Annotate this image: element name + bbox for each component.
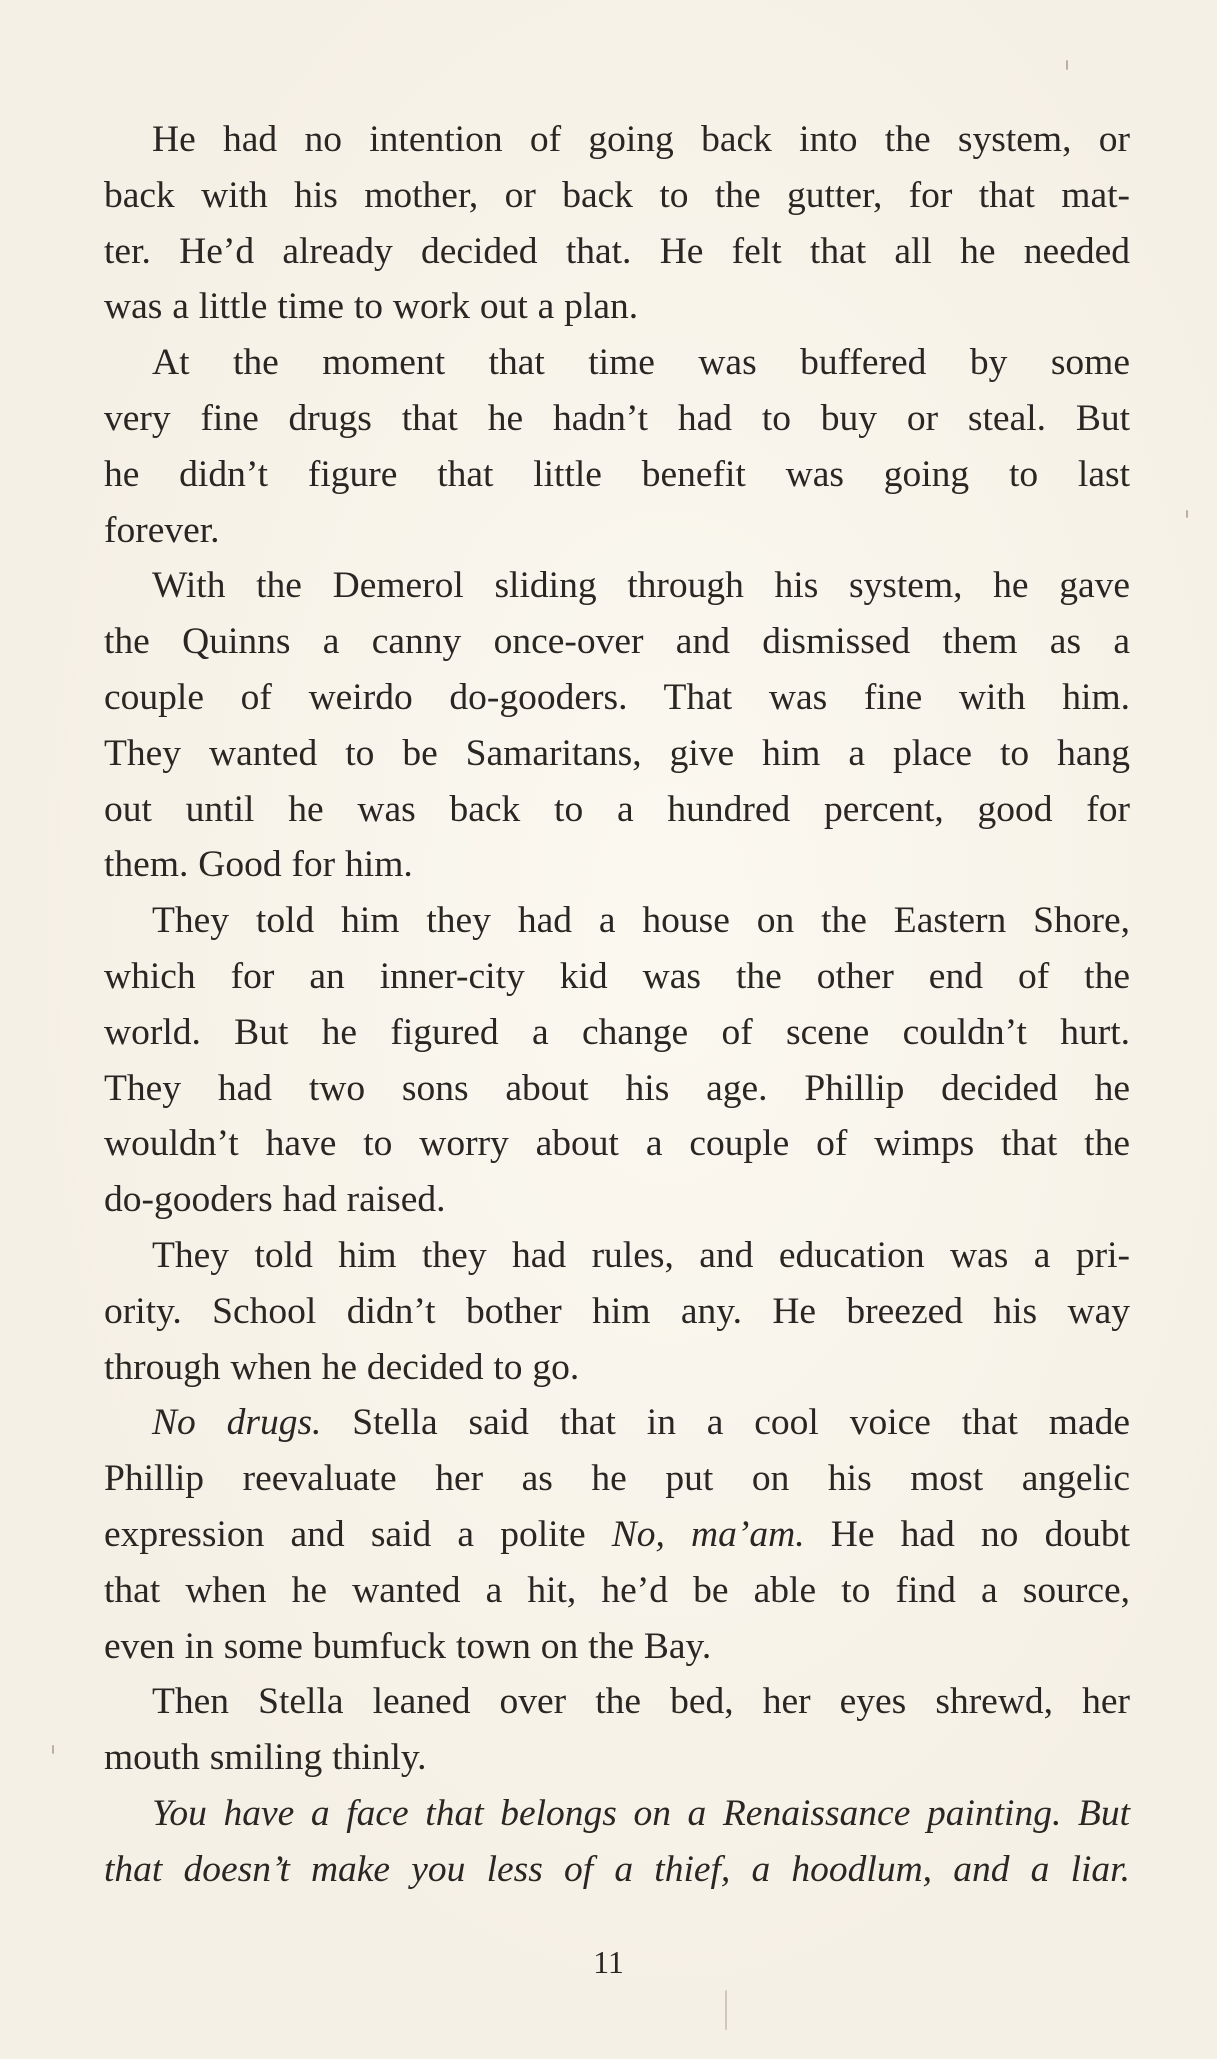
paragraph-4 [104, 893, 1130, 949]
text-line: expression and said a polite No, ma’am. He had no doubt [104, 1513, 1131, 1555]
text-line: wouldn’t have to worry about a couple of wimps that the [104, 1123, 1130, 1165]
text-line: do-gooders had raised. [104, 1179, 446, 1221]
text-line: Then Stella leaned over the bed, her eyes shrewd, her [152, 1681, 1130, 1723]
paper-fleck [1066, 60, 1068, 70]
italic-phrase: No, ma’am. [611, 1513, 805, 1555]
text-line: which for an inner-city kid was the other end of the [104, 955, 1130, 997]
text-line: world. But he figured a change of scene couldn’t hurt. [104, 1011, 1130, 1053]
body-text [104, 112, 1130, 1898]
text-line: couple of weirdo do-gooders. That was fine with him. [104, 676, 1130, 718]
text-line: ter. He’d already decided that. He felt that all he needed [104, 230, 1130, 272]
paper-fleck [52, 1745, 54, 1754]
text-line: very fine drugs that he hadn’t had to buy or steal. But [104, 397, 1130, 439]
paragraph-1 [104, 112, 1130, 168]
text-line: They told him they had rules, and education was a pri- [152, 1234, 1130, 1276]
text-line: the Quinns a canny once-over and dismissed them as a [104, 621, 1130, 663]
paragraph-8 [104, 1786, 1130, 1842]
paragraph-7 [104, 1674, 1130, 1730]
text-line: At the moment that time was buffered by some [152, 342, 1130, 384]
text-line: back with his mother, or back to the gutter, for that mat- [104, 174, 1130, 216]
text-line: was a little time to work out a plan. [104, 286, 639, 328]
page-number: 11 [593, 1944, 624, 1980]
text-line: even in some bumfuck town on the Bay. [104, 1625, 712, 1667]
text-line: them. Good for him. [104, 844, 413, 886]
text-line-italic: You have a face that belongs on a Renaissance painting. But [152, 1792, 1130, 1834]
text-line: He had no intention of going back into the system, or [152, 119, 1130, 160]
text-line: mouth smiling thinly. [104, 1737, 427, 1779]
paper-fleck [725, 1990, 727, 2030]
paragraph-2 [104, 335, 1130, 391]
text-line: With the Demerol sliding through his system, he gave [152, 565, 1130, 607]
text-line: that when he wanted a hit, he’d be able to find a source, [104, 1569, 1130, 1611]
paragraph-5 [104, 1228, 1130, 1284]
text-line: he didn’t figure that little benefit was going to last [104, 453, 1130, 495]
text-line-italic: that doesn’t make you less of a thief, a hoodlum, and a liar. [104, 1848, 1130, 1890]
text-line: Phillip reevaluate her as he put on his most angelic [104, 1458, 1130, 1500]
text-line: forever. [104, 509, 220, 551]
text-line: They wanted to be Samaritans, give him a place to hang [104, 732, 1130, 774]
text-line: through when he decided to go. [104, 1346, 580, 1388]
paper-fleck [1186, 510, 1188, 518]
paragraph-3 [104, 558, 1130, 614]
italic-phrase: No drugs. [152, 1402, 322, 1444]
text-line: They told him they had a house on the Eastern Shore, [152, 900, 1130, 942]
text-line: ority. School didn’t bother him any. He breezed his way [104, 1290, 1130, 1332]
text-line: out until he was back to a hundred percent, good for [104, 788, 1130, 830]
text-line: No drugs. Stella said that in a cool voice that made [152, 1402, 1131, 1444]
text-line: They had two sons about his age. Phillip decided he [104, 1067, 1130, 1109]
paragraph-6 [104, 1395, 1130, 1451]
